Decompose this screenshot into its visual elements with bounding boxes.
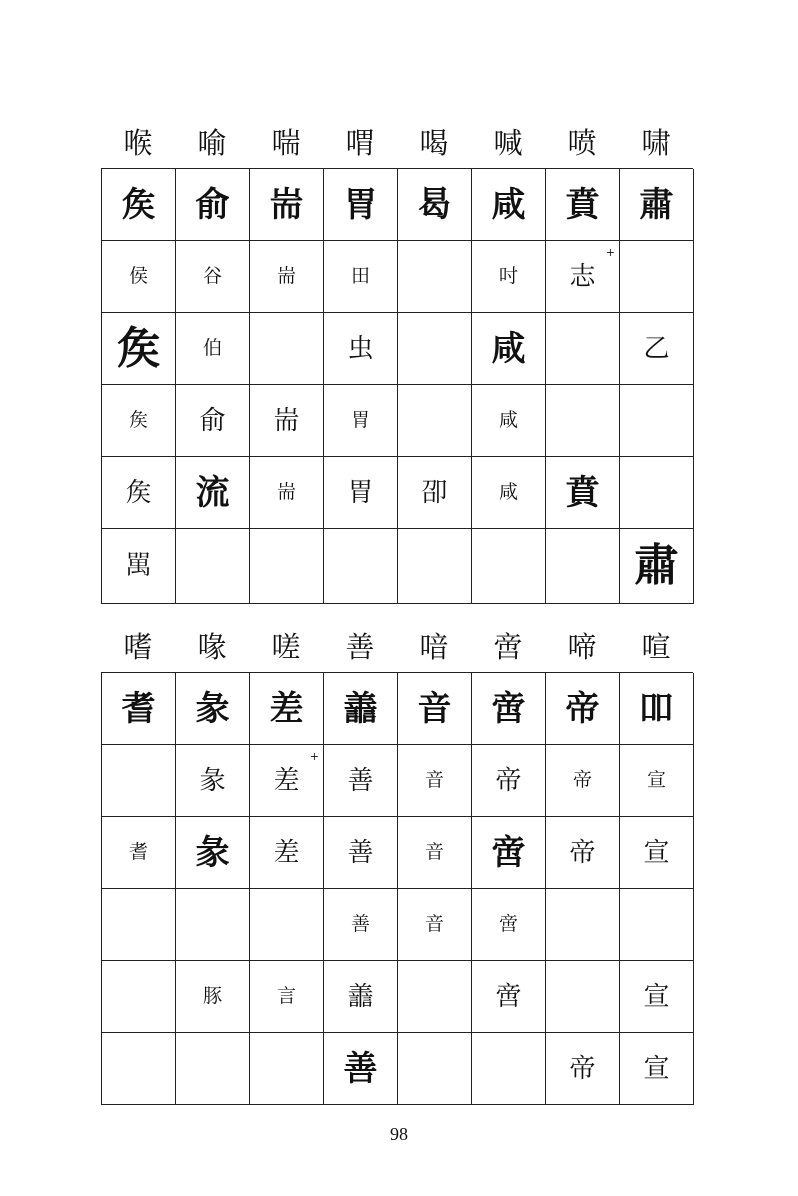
seal-glyph: 吅 — [639, 688, 674, 729]
grid-cell — [546, 385, 620, 457]
seal-glyph: 俞 — [199, 405, 226, 436]
seal-glyph: 肅 — [634, 540, 679, 591]
seal-glyph: 差 — [273, 765, 300, 796]
grid-cell — [250, 961, 324, 1033]
seal-glyph: 彖 — [199, 765, 226, 796]
grid-cell — [324, 241, 398, 313]
seal-glyph: 差 — [273, 837, 300, 868]
seal-glyph: 賁 — [565, 472, 600, 513]
seal-glyph: 善 — [350, 913, 370, 935]
seal-glyph: 帝 — [495, 765, 522, 796]
seal-glyph: 乙 — [643, 333, 670, 364]
grid-cell — [620, 961, 694, 1033]
grid-cell — [250, 673, 324, 745]
seal-glyph: 豚 — [202, 985, 222, 1007]
seal-glyph: 帝 — [572, 769, 592, 791]
grid-cell — [472, 745, 546, 817]
seal-glyph: 田 — [350, 265, 370, 287]
grid-cell — [546, 817, 620, 889]
header-char: 善 — [345, 629, 375, 664]
seal-glyph: 肅 — [639, 184, 674, 225]
seal-glyph: 賁 — [565, 184, 600, 225]
header-char: 喟 — [345, 125, 375, 160]
seal-glyph: 差 — [269, 688, 304, 729]
seal-glyph: 帝 — [569, 837, 596, 868]
seal-glyph: 胃 — [350, 409, 370, 431]
grid-cell — [250, 817, 324, 889]
grid-cell — [102, 745, 176, 817]
seal-glyph: 彖 — [195, 688, 230, 729]
grid-cell — [620, 169, 694, 241]
grid-cell — [398, 889, 472, 961]
grid-cell — [546, 745, 620, 817]
header-char: 喑 — [419, 629, 449, 664]
seal-glyph: 曷 — [417, 184, 452, 225]
grid-cell — [176, 745, 250, 817]
seal-glyph: 宣 — [646, 769, 666, 791]
grid-cell — [546, 457, 620, 529]
seal-glyph: 啻 — [498, 913, 518, 935]
grid-cell — [546, 169, 620, 241]
grid-cell — [472, 1033, 546, 1105]
seal-glyph: 吋 — [498, 265, 518, 287]
grid-cell — [102, 241, 176, 313]
header-char: 喊 — [493, 125, 523, 160]
seal-glyph: 譱 — [343, 688, 378, 729]
grid-cell — [620, 889, 694, 961]
grid-cell — [546, 313, 620, 385]
grid-cell — [250, 241, 324, 313]
seal-glyph: 耑 — [276, 481, 296, 503]
seal-glyph: 虫 — [347, 333, 374, 364]
seal-glyph: 宣 — [643, 837, 670, 868]
seal-glyph: 矦 — [121, 184, 156, 225]
seal-glyph: 志 — [569, 261, 596, 292]
header-char: 嗟 — [271, 629, 301, 664]
grid-cell — [250, 745, 324, 817]
seal-glyph: 耑 — [273, 405, 300, 436]
grid-cell — [250, 457, 324, 529]
glyph-grid — [101, 672, 693, 1105]
page-number: 98 — [390, 1124, 408, 1144]
seal-glyph: 耑 — [276, 265, 296, 287]
grid-cell — [250, 529, 324, 604]
grid-cell — [472, 529, 546, 604]
seal-glyph: 矦 — [128, 409, 148, 431]
seal-glyph: 咸 — [491, 328, 526, 369]
seal-glyph: 耆 — [128, 841, 148, 863]
grid-cell — [546, 961, 620, 1033]
grid-cell — [398, 385, 472, 457]
header-char: 啻 — [493, 629, 523, 664]
seal-glyph: 宣 — [643, 1053, 670, 1084]
header-char: 啸 — [641, 125, 671, 160]
seal-glyph: 矦 — [116, 322, 161, 374]
grid-cell — [398, 529, 472, 604]
grid-cell — [398, 1033, 472, 1105]
grid-cell — [250, 169, 324, 241]
grid-cell — [398, 313, 472, 385]
grid-cell — [324, 313, 398, 385]
header-char: 喧 — [641, 629, 671, 664]
grid-cell — [324, 745, 398, 817]
grid-cell — [398, 817, 472, 889]
grid-cell — [472, 241, 546, 313]
grid-cell — [398, 745, 472, 817]
grid-cell — [546, 673, 620, 745]
seal-glyph: 胃 — [347, 477, 374, 508]
seal-glyph: 伯 — [202, 337, 222, 359]
grid-cell — [102, 961, 176, 1033]
grid-cell — [102, 385, 176, 457]
grid-cell — [102, 529, 176, 604]
grid-cell — [620, 241, 694, 313]
header-row — [101, 622, 693, 672]
seal-glyph: 彖 — [195, 832, 230, 873]
grid-cell — [102, 313, 176, 385]
header-char: 喻 — [197, 125, 227, 160]
seal-glyph: 譱 — [347, 981, 374, 1012]
seal-glyph: 咸 — [498, 409, 518, 431]
grid-cell — [176, 457, 250, 529]
grid-cell — [102, 673, 176, 745]
grid-cell — [324, 889, 398, 961]
grid-cell — [398, 673, 472, 745]
seal-glyph: 侯 — [128, 265, 148, 287]
grid-cell — [472, 313, 546, 385]
grid-cell — [620, 457, 694, 529]
grid-cell — [176, 241, 250, 313]
plus-mark: + — [605, 246, 615, 259]
seal-glyph: 善 — [347, 765, 374, 796]
header-char: 喉 — [123, 125, 153, 160]
grid-cell — [620, 313, 694, 385]
grid-cell — [472, 889, 546, 961]
grid-cell — [546, 1033, 620, 1105]
grid-cell — [324, 385, 398, 457]
seal-glyph: 俞 — [195, 184, 230, 225]
seal-glyph: 宣 — [643, 981, 670, 1012]
seal-glyph: 啻 — [491, 832, 526, 873]
glyph-grid — [101, 168, 693, 604]
seal-glyph: 矦 — [125, 477, 152, 508]
grid-cell — [472, 457, 546, 529]
seal-glyph: 卲 — [421, 477, 448, 508]
grid-cell — [250, 313, 324, 385]
seal-glyph: 啻 — [495, 981, 522, 1012]
seal-glyph: 𠾧 — [125, 551, 152, 581]
grid-cell — [324, 673, 398, 745]
grid-cell — [324, 1033, 398, 1105]
grid-cell — [472, 817, 546, 889]
seal-glyph: 咸 — [498, 481, 518, 503]
seal-glyph: 善 — [343, 1048, 378, 1089]
seal-glyph: 帝 — [569, 1053, 596, 1084]
seal-glyph: 善 — [347, 837, 374, 868]
grid-cell — [472, 961, 546, 1033]
character-block-2 — [101, 622, 693, 1105]
header-row — [101, 118, 693, 168]
grid-cell — [472, 673, 546, 745]
grid-cell — [324, 961, 398, 1033]
grid-cell — [176, 169, 250, 241]
seal-glyph: 啻 — [491, 688, 526, 729]
grid-cell — [620, 1033, 694, 1105]
grid-cell — [472, 385, 546, 457]
grid-cell — [620, 745, 694, 817]
header-char: 喙 — [197, 629, 227, 664]
grid-cell — [546, 241, 620, 313]
grid-cell — [620, 385, 694, 457]
grid-cell — [398, 241, 472, 313]
seal-glyph: 耆 — [121, 688, 156, 729]
seal-glyph: 胃 — [343, 184, 378, 225]
grid-cell — [176, 961, 250, 1033]
seal-glyph: 耑 — [269, 184, 304, 225]
grid-cell — [102, 1033, 176, 1105]
seal-glyph: 音 — [424, 841, 444, 863]
seal-glyph: 言 — [276, 985, 296, 1007]
grid-cell — [176, 385, 250, 457]
grid-cell — [102, 889, 176, 961]
grid-cell — [324, 169, 398, 241]
grid-cell — [398, 457, 472, 529]
grid-cell — [324, 457, 398, 529]
seal-glyph: 咸 — [491, 184, 526, 225]
grid-cell — [324, 817, 398, 889]
header-char: 嗜 — [123, 629, 153, 664]
header-char: 喝 — [419, 125, 449, 160]
grid-cell — [250, 1033, 324, 1105]
seal-glyph: 音 — [417, 688, 452, 729]
grid-cell — [620, 529, 694, 604]
grid-cell — [398, 961, 472, 1033]
grid-cell — [546, 529, 620, 604]
grid-cell — [620, 673, 694, 745]
plus-mark: + — [309, 750, 319, 763]
grid-cell — [102, 817, 176, 889]
seal-glyph: 谷 — [202, 265, 222, 287]
grid-cell — [324, 529, 398, 604]
grid-cell — [620, 817, 694, 889]
grid-cell — [472, 169, 546, 241]
grid-cell — [176, 529, 250, 604]
grid-cell — [102, 457, 176, 529]
seal-glyph: 音 — [424, 913, 444, 935]
grid-cell — [102, 169, 176, 241]
seal-glyph: 流 — [195, 472, 230, 513]
grid-cell — [176, 817, 250, 889]
header-char: 喘 — [271, 125, 301, 160]
grid-cell — [176, 1033, 250, 1105]
grid-cell — [176, 673, 250, 745]
seal-glyph: 音 — [424, 769, 444, 791]
grid-cell — [176, 313, 250, 385]
character-block-1 — [101, 118, 693, 604]
grid-cell — [398, 169, 472, 241]
header-char: 喷 — [567, 125, 597, 160]
grid-cell — [250, 385, 324, 457]
seal-glyph: 帝 — [565, 688, 600, 729]
grid-cell — [176, 889, 250, 961]
grid-cell — [250, 889, 324, 961]
grid-cell — [546, 889, 620, 961]
header-char: 啼 — [567, 629, 597, 664]
